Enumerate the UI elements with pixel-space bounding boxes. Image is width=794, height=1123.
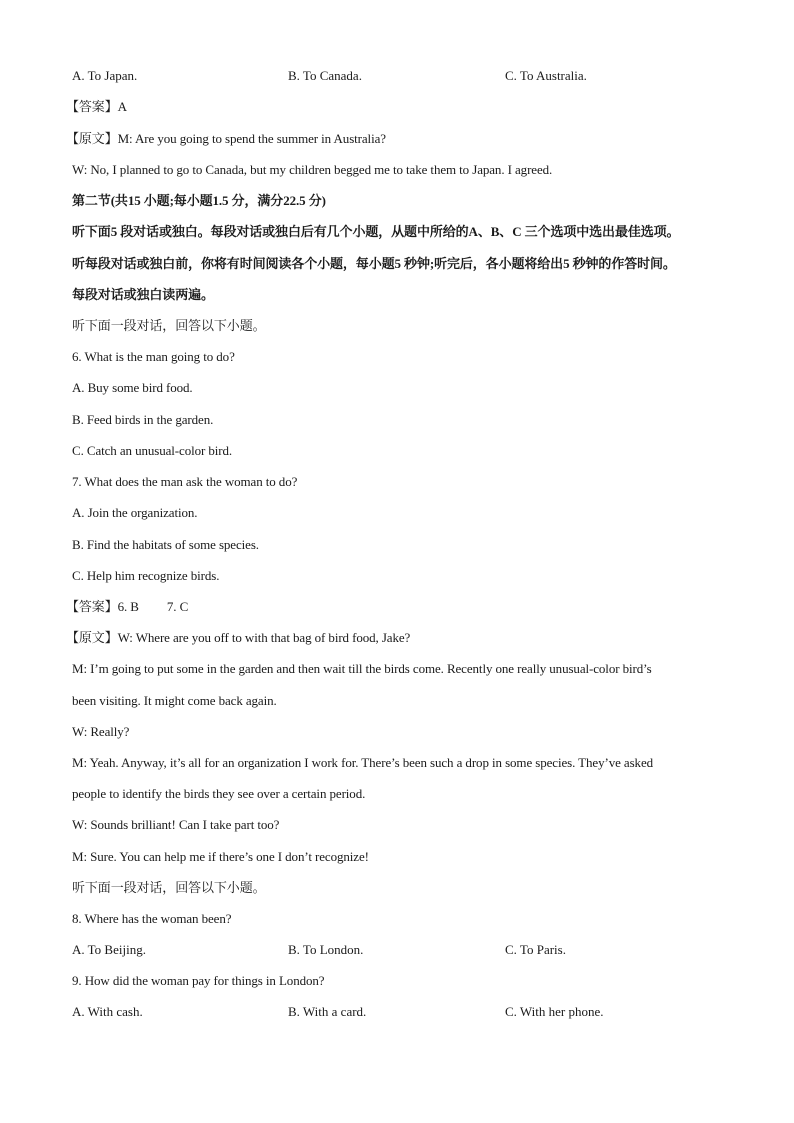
q5-options xyxy=(72,68,722,84)
dialog-script-line: M: I’m going to put some in the garden and then wait till the birds come. Recently one really unusual-color bird’s xyxy=(72,661,652,676)
section-heading: 第二节(共15 小题;每小题1.5 分，满分22.5 分) xyxy=(72,193,326,208)
q7-option-c: C. Help him recognize birds. xyxy=(72,568,220,583)
q67-answer xyxy=(66,599,188,615)
q8-options xyxy=(72,942,722,958)
dialog-intro: 听下面一段对话，回答以下小题。 xyxy=(72,880,266,895)
q5-option-a: A. To Japan. xyxy=(72,68,138,83)
q67-answer-label: 【答案】6. B xyxy=(66,599,139,614)
section-instruction: 听每段对话或独白前，你将有时间阅读各个小题，每小题5 秒钟;听完后，各小题将给出5 秒钟的作答时间。 xyxy=(72,256,676,271)
question-6: 6. What is the man going to do? xyxy=(72,349,235,364)
q7-option-b: B. Find the habitats of some species. xyxy=(72,537,259,552)
q9-option-c: C. With her phone. xyxy=(505,1004,604,1019)
q7-option-a: A. Join the organization. xyxy=(72,505,198,520)
q6-option-c: C. Catch an unusual-color bird. xyxy=(72,443,233,458)
dialog-script-line: 【原文】W: Where are you off to with that bag of bird food, Jake? xyxy=(66,630,411,645)
dialog-script-line: W: Sounds brilliant! Can I take part too? xyxy=(72,817,280,832)
question-9: 9. How did the woman pay for things in London? xyxy=(72,973,325,988)
q8-option-a: A. To Beijing. xyxy=(72,942,146,957)
q67-answer-second: 7. C xyxy=(166,599,189,614)
q5-option-c: C. To Australia. xyxy=(505,68,587,83)
q5-option-b: B. To Canada. xyxy=(288,68,362,83)
dialog-script-line: people to identify the birds they see over a certain period. xyxy=(72,786,366,801)
q5-script-line: 【原文】M: Are you going to spend the summer in Australia? xyxy=(66,131,386,146)
section-instruction: 听下面5 段对话或独白。每段对话或独白后有几个小题，从题中所给的A、B、C 三个选项中选出最佳选项。 xyxy=(72,224,680,239)
q8-option-c: C. To Paris. xyxy=(505,942,566,957)
q6-option-a: A. Buy some bird food. xyxy=(72,380,193,395)
dialog-script-line: M: Sure. You can help me if there’s one I don’t recognize! xyxy=(72,849,369,864)
q9-options xyxy=(72,1004,722,1020)
q9-option-b: B. With a card. xyxy=(288,1004,367,1019)
dialog-script-line: been visiting. It might come back again. xyxy=(72,693,277,708)
dialog-script-line: W: Really? xyxy=(72,724,130,739)
q5-answer: 【答案】A xyxy=(66,99,127,114)
q6-option-b: B. Feed birds in the garden. xyxy=(72,412,214,427)
dialog-intro: 听下面一段对话，回答以下小题。 xyxy=(72,318,266,333)
section-instruction: 每段对话或独白读两遍。 xyxy=(72,287,214,302)
q5-script-line: W: No, I planned to go to Canada, but my children begged me to take them to Japan. I agreed. xyxy=(72,162,553,177)
question-8: 8. Where has the woman been? xyxy=(72,911,232,926)
question-7: 7. What does the man ask the woman to do? xyxy=(72,474,298,489)
q9-option-a: A. With cash. xyxy=(72,1004,143,1019)
dialog-script-line: M: Yeah. Anyway, it’s all for an organization I work for. There’s been such a drop in some species. They’ve asked xyxy=(72,755,654,770)
q8-option-b: B. To London. xyxy=(288,942,364,957)
